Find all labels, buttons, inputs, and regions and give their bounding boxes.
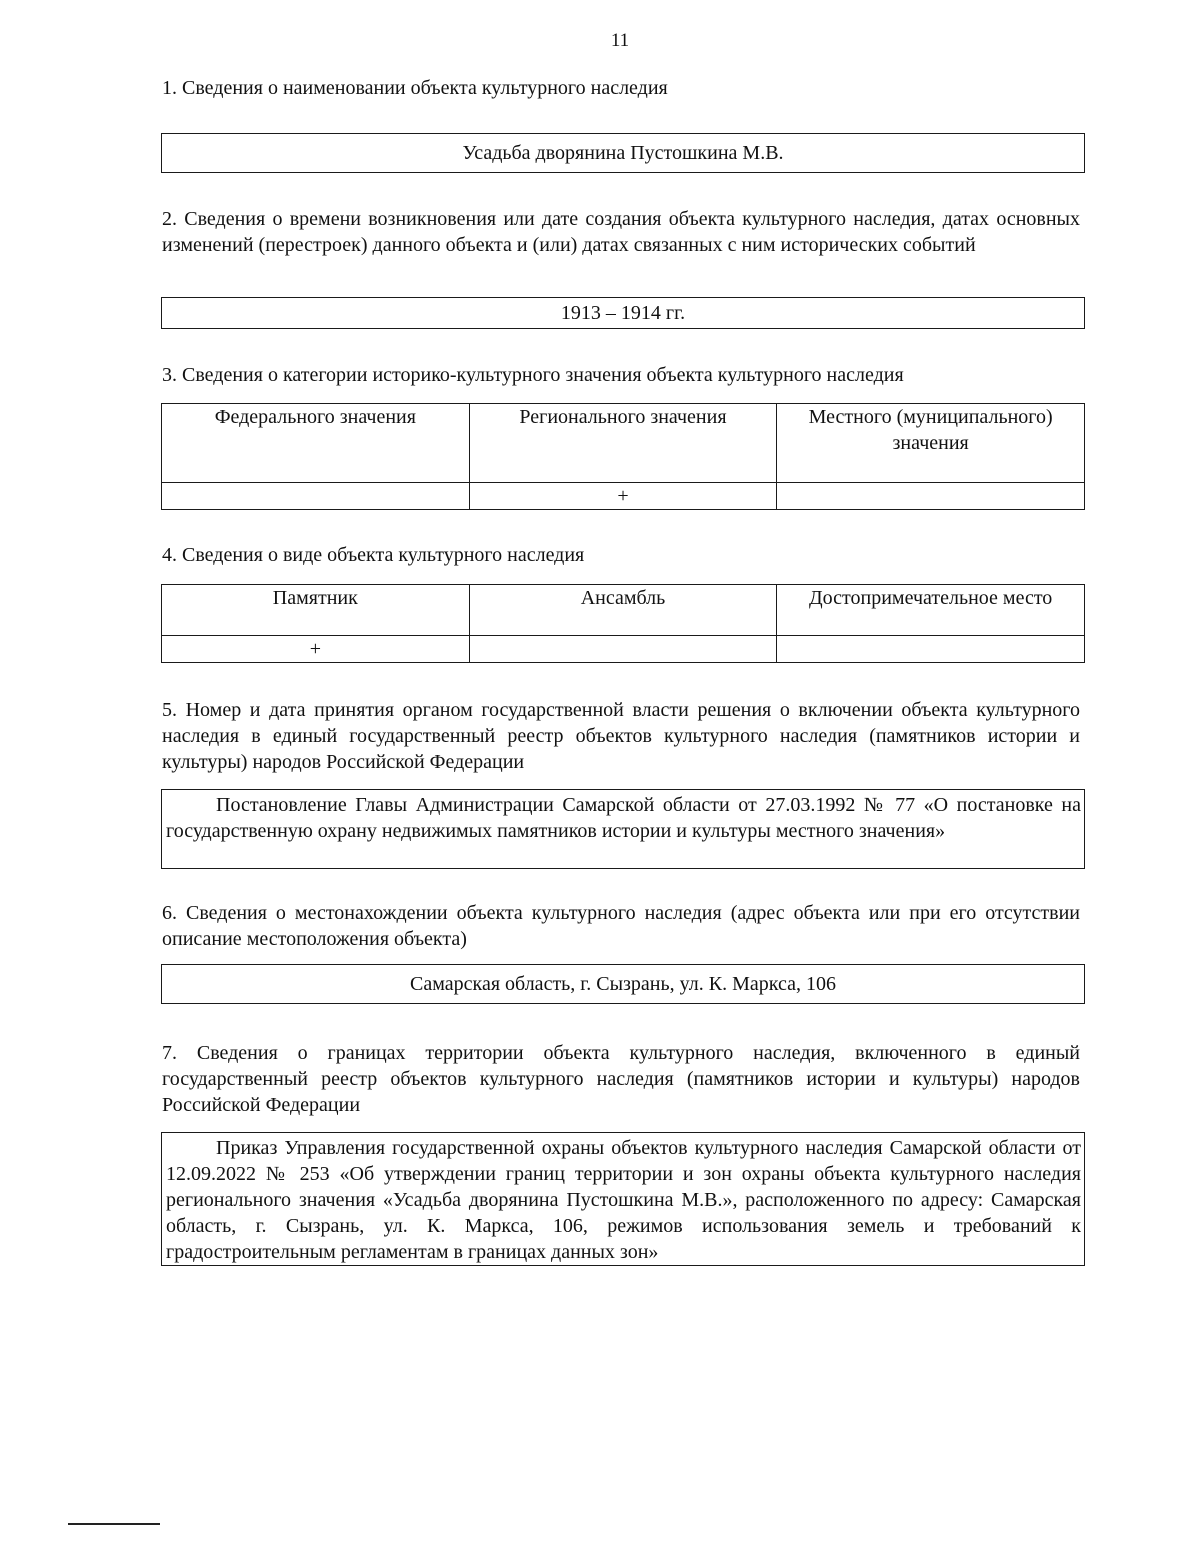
category-federal-mark xyxy=(162,483,470,510)
creation-date: 1913 – 1914 гг. xyxy=(560,301,686,324)
type-monument-mark: + xyxy=(162,636,470,663)
category-federal-header: Федерального значения xyxy=(162,404,470,483)
footer-rule xyxy=(68,1523,160,1525)
type-landmark-mark xyxy=(777,636,1085,663)
type-ensemble-mark xyxy=(469,636,777,663)
registry-decision-box xyxy=(161,789,1085,869)
registry-decision-text: Постановление Главы Администрации Самарской области от 27.03.1992 № 77 «О постановке на государственную охрану недвижимых памятников истории и культуры местного значения» xyxy=(166,794,1081,842)
object-type-header-row xyxy=(162,585,1085,636)
category-regional-mark: + xyxy=(469,483,777,510)
section-2-heading: 2. Сведения о времени возникновения или дате создания объекта культурного наследия, датах основных изменений (перестроек) данного объекта и (или) датах связанных с ним исторических событий xyxy=(162,208,1080,256)
territory-boundaries-box xyxy=(161,1132,1085,1266)
category-table xyxy=(161,403,1085,510)
type-monument-header: Памятник xyxy=(162,585,470,636)
address-text: Самарская область, г. Сызрань, ул. К. Маркса, 106 xyxy=(410,972,836,995)
creation-date-box xyxy=(161,297,1085,329)
section-6-heading: 6. Сведения о местонахождении объекта культурного наследия (адрес объекта или при его отсутствии описание местоположения объекта) xyxy=(162,902,1080,950)
category-mark-row xyxy=(162,483,1085,510)
object-name-box xyxy=(161,133,1085,173)
object-type-mark-row xyxy=(162,636,1085,663)
section-3-heading: 3. Сведения о категории историко-культурного значения объекта культурного наследия xyxy=(162,364,904,386)
category-regional-header: Регионального значения xyxy=(469,404,777,483)
object-type-table xyxy=(161,584,1085,663)
object-name: Усадьба дворянина Пустошкина М.В. xyxy=(462,141,784,164)
type-landmark-header: Достопримечательное место xyxy=(777,585,1085,636)
territory-boundaries-text: Приказ Управления государственной охраны объектов культурного наследия Самарской области от 12.09.2022 № 253 «Об утверждении границ территории и зон охраны объекта культурного наследия регионального значения «Усадьба дворянина Пустошкина М.В.», расположенного по адресу: Самарская область, г. Сызрань, ул. К. Маркса, 106, режимов использования земель и требований к градостроительным регламентам в границах данных зон» xyxy=(166,1137,1081,1263)
section-4-heading: 4. Сведения о виде объекта культурного наследия xyxy=(162,544,585,566)
category-header-row xyxy=(162,404,1085,483)
section-1-heading: 1. Сведения о наименовании объекта культурного наследия xyxy=(162,77,668,99)
address-box xyxy=(161,964,1085,1004)
section-7-heading: 7. Сведения о границах территории объекта культурного наследия, включенного в единый государственный реестр объектов культурного наследия (памятников истории и культуры) народов Российской Федерации xyxy=(162,1042,1080,1116)
page-number: 11 xyxy=(610,30,630,51)
category-local-mark xyxy=(777,483,1085,510)
category-local-header: Местного (муниципального) значения xyxy=(777,404,1085,483)
type-ensemble-header: Ансамбль xyxy=(469,585,777,636)
section-5-heading: 5. Номер и дата принятия органом государственной власти решения о включении объекта культурного наследия в единый государственный реестр объектов культурного наследия (памятников истории и культуры) народов Российской Федерации xyxy=(162,699,1080,773)
